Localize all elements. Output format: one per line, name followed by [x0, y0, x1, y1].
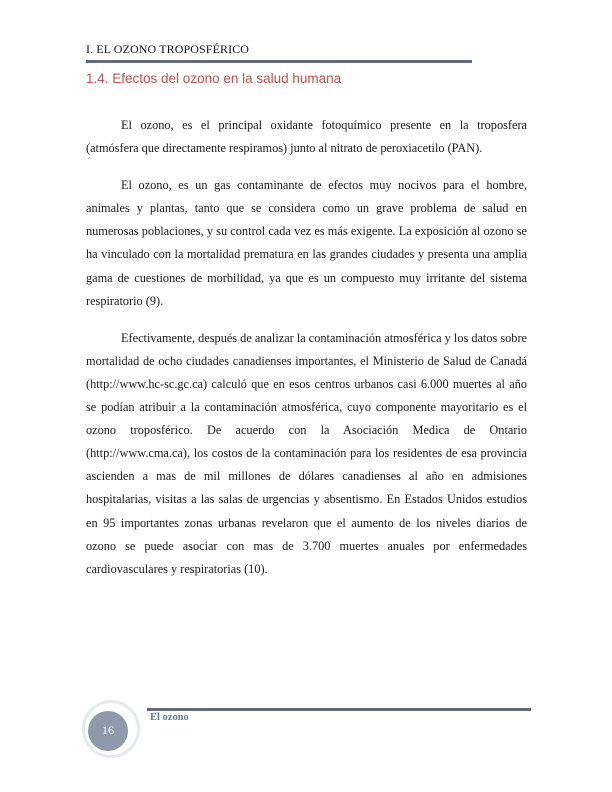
footer-rule: [147, 708, 531, 711]
paragraph-1: El ozono, es el principal oxidante fotoquímico presente en la troposfera (atmósfera que directamente respiramos) junto al nitrato de peroxiacetilo (PAN).: [86, 118, 527, 156]
header-rule: [86, 60, 472, 63]
section-heading: 1.4. Efectos del ozono en la salud humana: [86, 71, 342, 86]
body-text: [86, 114, 527, 595]
footer-label: El ozono: [150, 712, 189, 723]
page-number: 16: [102, 723, 114, 737]
paragraph-3: Efectivamente, después de analizar la contaminación atmosférica y los datos sobre mortalidad de ocho ciudades canadienses importantes, el Ministerio de Salud de Canadá (http://www.hc-sc.gc.ca) calculó que en esos centros urbanos casi 6.000 muertes al año se podían atribuir a la contaminación atmosférica, cuyo componente mayoritario es el ozono troposférico. De acuerdo con la Asociación Medica de Ontario (http://www.cma.ca), los costos de la contaminación para los residentes de esa provincia ascienden a mas de mil millones de dólares canadienses al año en admisiones hospitalarias, visitas a las salas de urgencias y absentismo. En Estados Unidos estudios en 95 importantes zonas urbanas revelaron que el aumento de los niveles diarios de ozono se puede asociar con mas de 3.700 muertes anuales por enfermedades cardiovasculares y respiratorias (10).: [86, 330, 527, 576]
paragraph-2: El ozono, es un gas contaminante de efectos muy nocivos para el hombre, animales y plantas, tanto que se considera como un grave problema de salud en numerosas poblaciones, y su control cada vez es más exigente. La exposición al ozono se ha vinculado con la mortalidad prematura en las grandes ciudades y presenta una amplia gama de cuestiones de morbilidad, ya que es un compuesto muy irritante del sistema respiratorio (9).: [86, 178, 527, 308]
running-header: I. EL OZONO TROPOSFÉRICO: [86, 42, 250, 56]
